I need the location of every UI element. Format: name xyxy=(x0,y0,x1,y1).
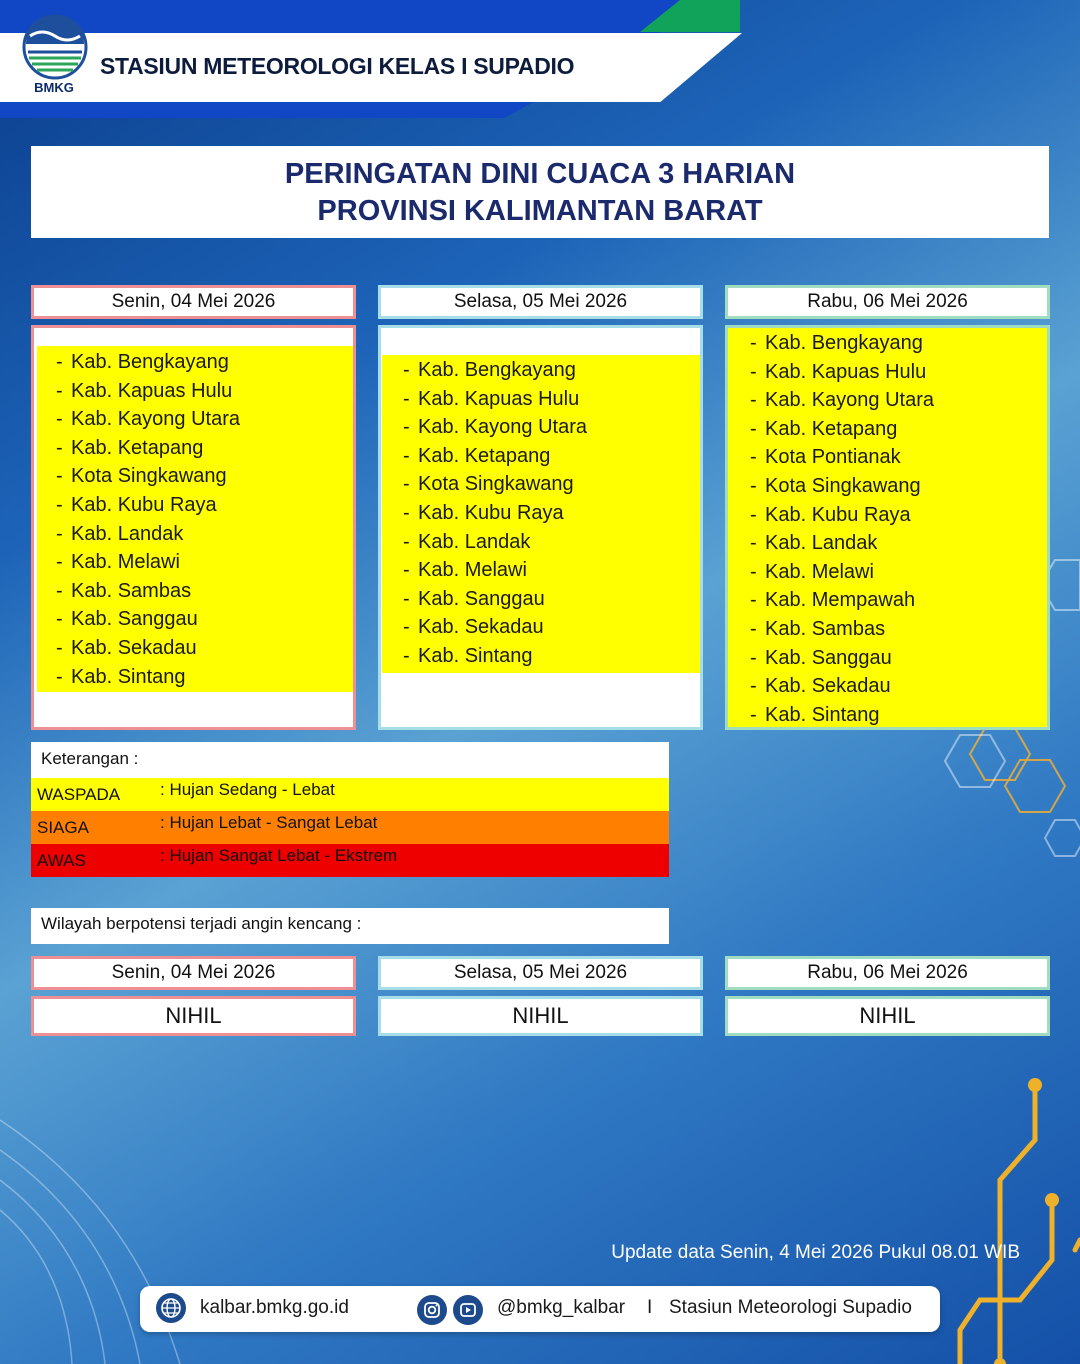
area-item xyxy=(728,558,934,587)
bullet-dash: - xyxy=(750,332,757,354)
area-item xyxy=(728,386,934,415)
wind-day-2-date: Selasa, 05 Mei 2026 xyxy=(378,956,703,990)
area-name: Kab. Ketapang xyxy=(418,444,551,467)
bullet-dash: - xyxy=(56,351,63,373)
footer-bar xyxy=(140,1286,940,1332)
youtube-icon[interactable] xyxy=(453,1295,483,1325)
area-name: Kab. Kayong Utara xyxy=(418,416,587,439)
website-link[interactable]: kalbar.bmkg.go.id xyxy=(200,1297,349,1318)
bullet-dash: - xyxy=(403,473,410,496)
bullet-dash: - xyxy=(56,465,63,488)
area-item xyxy=(728,472,934,501)
legend-heading: Keterangan : xyxy=(31,742,669,778)
wind-day-3-date: Rabu, 06 Mei 2026 xyxy=(725,956,1050,990)
legend-waspada-desc: : Hujan Sedang - Lebat xyxy=(160,780,335,799)
area-name: Kab. Landak xyxy=(765,532,878,555)
area-item xyxy=(381,528,587,557)
bullet-dash: - xyxy=(56,493,63,516)
day-1-areas xyxy=(34,348,240,691)
area-name: Kab. Kubu Raya xyxy=(418,501,564,524)
bullet-dash: - xyxy=(750,503,757,526)
bullet-dash: - xyxy=(403,644,410,667)
area-item xyxy=(34,348,240,377)
legend-siaga-label: SIAGA xyxy=(37,818,89,837)
area-item xyxy=(34,434,240,463)
area-item xyxy=(34,605,240,634)
bullet-dash: - xyxy=(403,387,410,410)
bullet-dash: - xyxy=(56,408,63,431)
area-name: Kab. Sintang xyxy=(765,703,880,726)
social-handle-link[interactable]: @bmkg_kalbar xyxy=(497,1297,626,1318)
bullet-dash: - xyxy=(56,636,63,659)
bullet-dash: - xyxy=(750,675,757,698)
area-name: Kab. Ketapang xyxy=(71,436,204,459)
page-title: PERINGATAN DINI CUACA 3 HARIAN xyxy=(284,158,796,190)
bullet-dash: - xyxy=(403,616,410,639)
day-2-area-list xyxy=(378,325,703,730)
bullet-dash: - xyxy=(56,551,63,574)
area-name: Kab. Kapuas Hulu xyxy=(765,360,927,383)
area-item xyxy=(34,663,240,692)
page-subtitle: PROVINSI KALIMANTAN BARAT xyxy=(317,195,763,227)
bullet-dash: - xyxy=(403,359,410,381)
bullet-dash: - xyxy=(750,474,757,497)
bullet-dash: - xyxy=(403,559,410,582)
bullet-dash: - xyxy=(750,389,757,412)
wind-day-3-value: NIHIL xyxy=(725,996,1050,1036)
area-name: Kab. Landak xyxy=(418,530,531,553)
legend-waspada xyxy=(31,778,669,811)
day-1-area-list xyxy=(31,325,356,730)
area-name: Kab. Kubu Raya xyxy=(71,493,217,516)
area-name: Kab. Mempawah xyxy=(765,589,916,612)
area-item xyxy=(728,415,934,444)
bullet-dash: - xyxy=(56,379,63,402)
day-3-area-list xyxy=(725,325,1050,730)
bullet-dash: - xyxy=(403,444,410,467)
area-item xyxy=(381,385,587,414)
bullet-dash: - xyxy=(403,530,410,553)
area-name: Kab. Sanggau xyxy=(765,646,892,669)
area-name: Kab. Kayong Utara xyxy=(71,408,240,431)
area-item xyxy=(728,329,934,358)
legend-awas-label: AWAS xyxy=(37,851,86,870)
area-name: Kab. Melawi xyxy=(765,560,874,583)
day-1-date: Senin, 04 Mei 2026 xyxy=(31,285,356,319)
area-name: Kota Singkawang xyxy=(765,474,921,497)
station-title: STASIUN METEOROLOGI KELAS I SUPADIO xyxy=(100,53,575,79)
area-item xyxy=(381,613,587,642)
area-item xyxy=(34,577,240,606)
area-name: Kab. Sanggau xyxy=(71,608,198,631)
bullet-dash: - xyxy=(56,579,63,602)
bullet-dash: - xyxy=(56,522,63,545)
wind-day-1-date: Senin, 04 Mei 2026 xyxy=(31,956,356,990)
bullet-dash: - xyxy=(750,360,757,383)
area-item xyxy=(728,443,934,472)
area-name: Kab. Bengkayang xyxy=(71,351,229,373)
area-name: Kab. Bengkayang xyxy=(418,359,576,381)
area-item xyxy=(381,413,587,442)
area-item xyxy=(381,499,587,528)
wind-day-2-value: NIHIL xyxy=(378,996,703,1036)
bullet-dash: - xyxy=(56,665,63,688)
area-name: Kab. Sekadau xyxy=(765,675,891,698)
area-item xyxy=(728,586,934,615)
area-name: Kab. Kapuas Hulu xyxy=(71,379,233,402)
area-name: Kab. Landak xyxy=(71,522,184,545)
bullet-dash: - xyxy=(403,587,410,610)
bullet-dash: - xyxy=(403,416,410,439)
area-item xyxy=(34,548,240,577)
area-name: Kab. Sambas xyxy=(71,579,192,602)
area-item xyxy=(728,501,934,530)
area-name: Kab. Bengkayang xyxy=(765,332,923,354)
title-box xyxy=(31,146,1049,238)
bullet-dash: - xyxy=(750,560,757,583)
area-name: Kab. Kubu Raya xyxy=(765,503,911,526)
area-item xyxy=(728,529,934,558)
area-name: Kab. Sekadau xyxy=(71,636,197,659)
area-name: Kab. Melawi xyxy=(418,559,527,582)
legend-waspada-label: WASPADA xyxy=(37,785,121,804)
instagram-icon[interactable] xyxy=(417,1295,447,1325)
legend-siaga xyxy=(31,811,669,844)
day-2-areas xyxy=(381,356,587,671)
area-name: Kota Singkawang xyxy=(418,473,574,496)
area-item xyxy=(34,491,240,520)
area-item xyxy=(34,634,240,663)
area-item xyxy=(34,377,240,406)
bullet-dash: - xyxy=(750,646,757,669)
area-item xyxy=(728,615,934,644)
area-name: Kab. Sintang xyxy=(418,644,533,667)
globe-icon xyxy=(156,1293,186,1323)
legend-siaga-desc: : Hujan Lebat - Sangat Lebat xyxy=(160,813,378,832)
area-name: Kab. Kayong Utara xyxy=(765,389,934,412)
area-item xyxy=(34,520,240,549)
area-item xyxy=(381,470,587,499)
area-name: Kab. Sekadau xyxy=(418,616,544,639)
area-name: Kab. Ketapang xyxy=(765,417,898,440)
area-name: Kab. Sambas xyxy=(765,617,886,640)
logo-text: BMKG xyxy=(34,80,74,95)
bullet-dash: - xyxy=(403,501,410,524)
footer-station-name: Stasiun Meteorologi Supadio xyxy=(669,1297,912,1318)
area-name: Kota Pontianak xyxy=(765,446,901,469)
area-item xyxy=(381,556,587,585)
bullet-dash: - xyxy=(56,608,63,631)
area-item xyxy=(34,405,240,434)
area-item xyxy=(728,358,934,387)
area-item xyxy=(381,442,587,471)
legend-awas-desc: : Hujan Sangat Lebat - Ekstrem xyxy=(160,846,398,865)
area-name: Kab. Sanggau xyxy=(418,587,545,610)
legend-awas xyxy=(31,844,669,877)
area-item xyxy=(381,585,587,614)
area-name: Kab. Kapuas Hulu xyxy=(418,387,580,410)
bullet-dash: - xyxy=(56,436,63,459)
area-item xyxy=(728,672,934,701)
update-timestamp: Update data Senin, 4 Mei 2026 Pukul 08.01 WIB xyxy=(611,1242,1020,1263)
bullet-dash: - xyxy=(750,617,757,640)
legend xyxy=(31,742,669,876)
area-item xyxy=(728,644,934,673)
wind-heading: Wilayah berpotensi terjadi angin kencang : xyxy=(31,908,669,944)
area-item xyxy=(728,701,934,730)
day-3-areas xyxy=(728,329,934,729)
footer-separator: I xyxy=(647,1297,653,1318)
area-item xyxy=(381,642,587,671)
day-2-date: Selasa, 05 Mei 2026 xyxy=(378,285,703,319)
area-name: Kab. Melawi xyxy=(71,551,180,574)
area-item xyxy=(34,462,240,491)
wind-day-1-value: NIHIL xyxy=(31,996,356,1036)
bullet-dash: - xyxy=(750,589,757,612)
bullet-dash: - xyxy=(750,532,757,555)
area-item xyxy=(381,356,587,385)
bullet-dash: - xyxy=(750,417,757,440)
bullet-dash: - xyxy=(750,703,757,726)
bullet-dash: - xyxy=(750,446,757,469)
area-name: Kab. Sintang xyxy=(71,665,186,688)
day-3-date: Rabu, 06 Mei 2026 xyxy=(725,285,1050,319)
area-name: Kota Singkawang xyxy=(71,465,227,488)
